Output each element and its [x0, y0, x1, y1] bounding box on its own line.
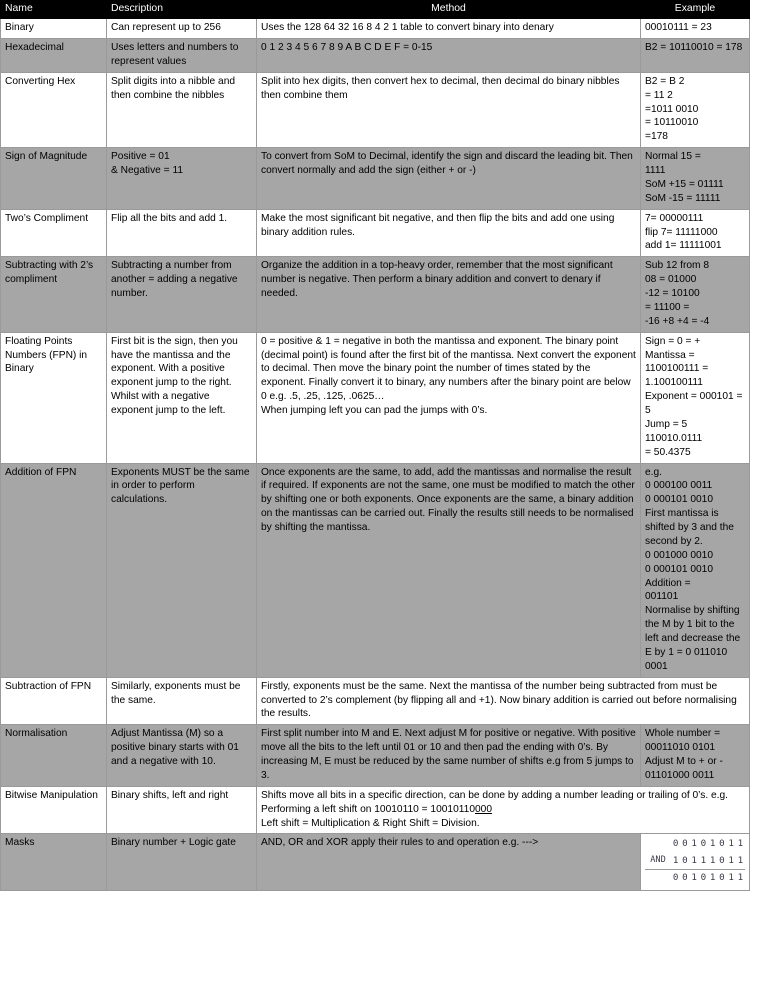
mask-bit: 1 — [708, 870, 717, 887]
row-method-bitwise-manipulation — [257, 786, 750, 834]
mask-bit: 1 — [736, 870, 745, 887]
mask-bit: 0 — [717, 836, 726, 853]
row-description-bitwise-manipulation: Binary shifts, left and right — [107, 786, 257, 834]
mask-bit: 0 — [699, 836, 708, 853]
mask-operator-label: AND — [645, 853, 671, 870]
example-line: 1111 — [645, 165, 666, 177]
table-row — [1, 332, 750, 463]
example-line: 1.100100111 — [645, 377, 703, 389]
example-line: Mantissa = — [645, 349, 695, 361]
example-line: =1011 0010 — [645, 103, 699, 115]
row-description-hexadecimal: Uses letters and numbers to represent values — [107, 39, 257, 73]
table-row — [1, 463, 750, 677]
example-line: = 11100 = — [645, 301, 690, 313]
row-name-subtraction-of-fpn: Subtraction of FPN — [1, 677, 107, 725]
mask-bit: 1 — [727, 853, 736, 870]
mask-bit: 0 — [671, 836, 680, 853]
example-line: 0 000101 0010 — [645, 494, 713, 506]
row-name-converting-hex: Converting Hex — [1, 72, 107, 147]
row-method-hexadecimal: 0 1 2 3 4 5 6 7 8 9 A B C D E F = 0-15 — [257, 39, 641, 73]
row-name-hexadecimal: Hexadecimal — [1, 39, 107, 73]
example-line: 5 — [645, 405, 651, 417]
column-header-description: Description — [107, 1, 257, 19]
mask-bit: 0 — [680, 836, 689, 853]
example-line: = 50.4375 — [645, 446, 691, 458]
example-line: = 10110010 — [645, 117, 699, 129]
mask-bit: 1 — [727, 870, 736, 887]
description-line: & Negative = 11 — [111, 165, 184, 177]
row-example-masks — [641, 834, 750, 891]
table-row — [1, 677, 750, 725]
example-line: 0 000101 0010 — [645, 563, 713, 575]
mask-bit: 1 — [727, 836, 736, 853]
row-description-binary: Can represent up to 256 — [107, 19, 257, 39]
example-line: Addition = — [645, 577, 691, 589]
example-line: flip 7= 11111000 — [645, 226, 718, 238]
example-line: Normal 15 = — [645, 151, 701, 163]
example-line: add 1= 11111001 — [645, 240, 722, 252]
table-row — [1, 725, 750, 787]
row-example-addition-of-fpn — [641, 463, 750, 677]
example-line: Jump = 5 — [645, 418, 688, 430]
row-method-fpn-binary — [257, 332, 641, 463]
row-example-hexadecimal — [641, 39, 750, 73]
row-example-converting-hex — [641, 72, 750, 147]
table-row — [1, 148, 750, 210]
row-method-masks: AND, OR and XOR apply their rules to and operation e.g. ---> — [257, 834, 641, 891]
row-method-subtracting-twos-compliment: Organize the addition in a top-heavy order, remember that the most significant number is negative. Then perform a binary addition and convert to denary if needed. — [257, 257, 641, 332]
row-example-sign-of-magnitude — [641, 148, 750, 210]
column-header-example: Example — [641, 1, 750, 19]
example-line: Sign = 0 = + — [645, 335, 701, 347]
mask-bit: 1 — [699, 853, 708, 870]
example-line: SoM -15 = 11111 — [645, 192, 721, 204]
mask-bit: 1 — [671, 853, 680, 870]
row-example-binary — [641, 19, 750, 39]
table-row — [1, 19, 750, 39]
example-line: 110010.0111 — [645, 432, 703, 444]
table-row — [1, 257, 750, 332]
row-description-converting-hex: Split digits into a nibble and then combine the nibbles — [107, 72, 257, 147]
example-line: 1100100111 = — [645, 363, 709, 375]
row-description-addition-of-fpn: Exponents MUST be the same in order to perform calculations. — [107, 463, 257, 677]
shift-padding-zeros: 000 — [475, 803, 492, 815]
example-line: 01101000 0011 — [645, 769, 715, 781]
example-line: 0 001000 0010 — [645, 549, 713, 561]
mask-result-label — [645, 870, 671, 887]
mask-bit: 0 — [671, 870, 680, 887]
mask-bit: 0 — [680, 853, 689, 870]
method-paragraph: Left shift = Multiplication & Right Shift = Division. — [261, 817, 480, 829]
row-name-bitwise-manipulation: Bitwise Manipulation — [1, 786, 107, 834]
mask-bit: 1 — [690, 870, 699, 887]
mask-bit: 1 — [690, 853, 699, 870]
row-description-normalisation: Adjust Mantissa (M) so a positive binary starts with 01 and a negative with 10. — [107, 725, 257, 787]
method-paragraph: 0 = positive & 1 = negative in both the mantissa and exponent. The binary point (decimal point) is found after the first bit of the mantissa. Next convert the exponent to decimal. Then move the binary point the number of times stated by the exponent. Finally convert it to binary, any numbers after the binary point are below 0 e.g. .5, .25, .125, .0625… — [261, 335, 636, 403]
mask-bit: 1 — [708, 836, 717, 853]
row-example-subtracting-twos-compliment — [641, 257, 750, 332]
method-paragraph — [261, 789, 745, 817]
row-method-binary: Uses the 128 64 32 16 8 4 2 1 table to convert binary into denary — [257, 19, 641, 39]
mask-bit: 1 — [708, 853, 717, 870]
mask-bit: 1 — [736, 836, 745, 853]
row-description-subtracting-twos-compliment: Subtracting a number from another = adding a negative number. — [107, 257, 257, 332]
row-method-sign-of-magnitude: To convert from SoM to Decimal, identify the sign and discard the leading bit. Then convert normally and add the sign (either + or -) — [257, 148, 641, 210]
example-line: Whole number = — [645, 728, 721, 740]
example-line: -16 +8 +4 = -4 — [645, 315, 710, 327]
table-row — [1, 834, 750, 891]
mask-bit: 0 — [699, 870, 708, 887]
mask-operand-b-row — [645, 853, 745, 870]
example-line: 7= 00000111 — [645, 212, 704, 224]
table-header-row — [1, 1, 750, 19]
row-description-fpn-binary: First bit is the sign, then you have the mantissa and the exponent. With a positive exponent jump to the right. Whilst with a negative exponent jump to the left. — [107, 332, 257, 463]
example-line: B2 = 10110010 = 178 — [645, 42, 743, 54]
table-row — [1, 209, 750, 257]
example-line: -12 = 10100 — [645, 288, 700, 300]
row-name-normalisation: Normalisation — [1, 725, 107, 787]
table-row — [1, 786, 750, 834]
row-description-subtraction-of-fpn: Similarly, exponents must be the same. — [107, 677, 257, 725]
row-method-subtraction-of-fpn: Firstly, exponents must be the same. Next the mantissa of the number being subtracted from must be converted to 2’s complement (by flipping all and +1). Now binary addition is carried out before normalising the results. — [257, 677, 750, 725]
row-name-twos-compliment: Two’s Compliment — [1, 209, 107, 257]
row-example-normalisation — [641, 725, 750, 787]
row-name-masks: Masks — [1, 834, 107, 891]
mask-truth-table — [645, 836, 745, 887]
example-line: Exponent = 000101 = — [645, 391, 743, 403]
example-line: 001101 — [645, 591, 679, 603]
mask-bit: 1 — [690, 836, 699, 853]
example-line: Adjust M to + or - — [645, 756, 723, 768]
description-line: Positive = 01 — [111, 151, 170, 163]
table-row — [1, 39, 750, 73]
example-line: 00010111 = 23 — [645, 22, 712, 34]
row-method-twos-compliment: Make the most significant bit negative, and then flip the bits and add one using binary addition rules. — [257, 209, 641, 257]
mask-operand-a-label — [645, 836, 671, 853]
row-name-subtracting-twos-compliment: Subtracting with 2’s compliment — [1, 257, 107, 332]
example-line: B2 = B 2 — [645, 75, 685, 87]
example-line: =178 — [645, 131, 668, 143]
row-description-twos-compliment: Flip all the bits and add 1. — [107, 209, 257, 257]
mask-bit: 1 — [736, 853, 745, 870]
row-method-converting-hex: Split into hex digits, then convert hex to decimal, then decimal do binary nibbles then combine them — [257, 72, 641, 147]
example-line: = 11 2 — [645, 89, 673, 101]
column-header-method: Method — [257, 1, 641, 19]
column-header-name: Name — [1, 1, 107, 19]
mask-bit: 0 — [717, 870, 726, 887]
row-description-masks: Binary number + Logic gate — [107, 834, 257, 891]
row-example-fpn-binary — [641, 332, 750, 463]
example-line: Normalise by shifting the M by 1 bit to the left and decrease the E by 1 = 0 011010 0001 — [645, 605, 741, 672]
example-line: SoM +15 = 01111 — [645, 178, 724, 190]
row-name-sign-of-magnitude: Sign of Magnitude — [1, 148, 107, 210]
row-name-fpn-binary: Floating Points Numbers (FPN) in Binary — [1, 332, 107, 463]
example-line: 00011010 0101 — [645, 742, 716, 754]
mask-bit: 0 — [717, 853, 726, 870]
method-paragraph: When jumping left you can pad the jumps with 0’s. — [261, 405, 488, 417]
example-line: First mantissa is shifted by 3 and the second by 2. — [645, 508, 734, 547]
example-line: 08 = 01000 — [645, 274, 697, 286]
row-method-normalisation: First split number into M and E. Next adjust M for positive or negative. With positive move all the bits to the left until 01 or 10 and then pad the ending with 0’s. By increasing M, E must be reduced by the same number of shifts e.g from 5 jumps to 3. — [257, 725, 641, 787]
row-name-binary: Binary — [1, 19, 107, 39]
row-name-addition-of-fpn: Addition of FPN — [1, 463, 107, 677]
example-line: Sub 12 from 8 — [645, 260, 709, 272]
row-description-sign-of-magnitude — [107, 148, 257, 210]
method-text: Shifts move all bits in a specific direction, can be done by adding a number leading or trailing of 0’s. e.g. Performing a left shift on 10010110 = 10010110 — [261, 789, 729, 815]
row-method-addition-of-fpn: Once exponents are the same, to add, add the mantissas and normalise the result if required. If exponents are not the same, one must be modified to match the other by shifting one or both exponents. Once exponents are the same, a binary addition on the mantissas can be carried out. Finally the results still needs to be normalised by shifting the mantissa. — [257, 463, 641, 677]
mask-operand-a-row — [645, 836, 745, 853]
mask-result-row — [645, 870, 745, 887]
table-row — [1, 72, 750, 147]
row-example-twos-compliment — [641, 209, 750, 257]
example-line: e.g. — [645, 466, 662, 478]
mask-bit: 0 — [680, 870, 689, 887]
example-line: 0 000100 0011 — [645, 480, 713, 492]
